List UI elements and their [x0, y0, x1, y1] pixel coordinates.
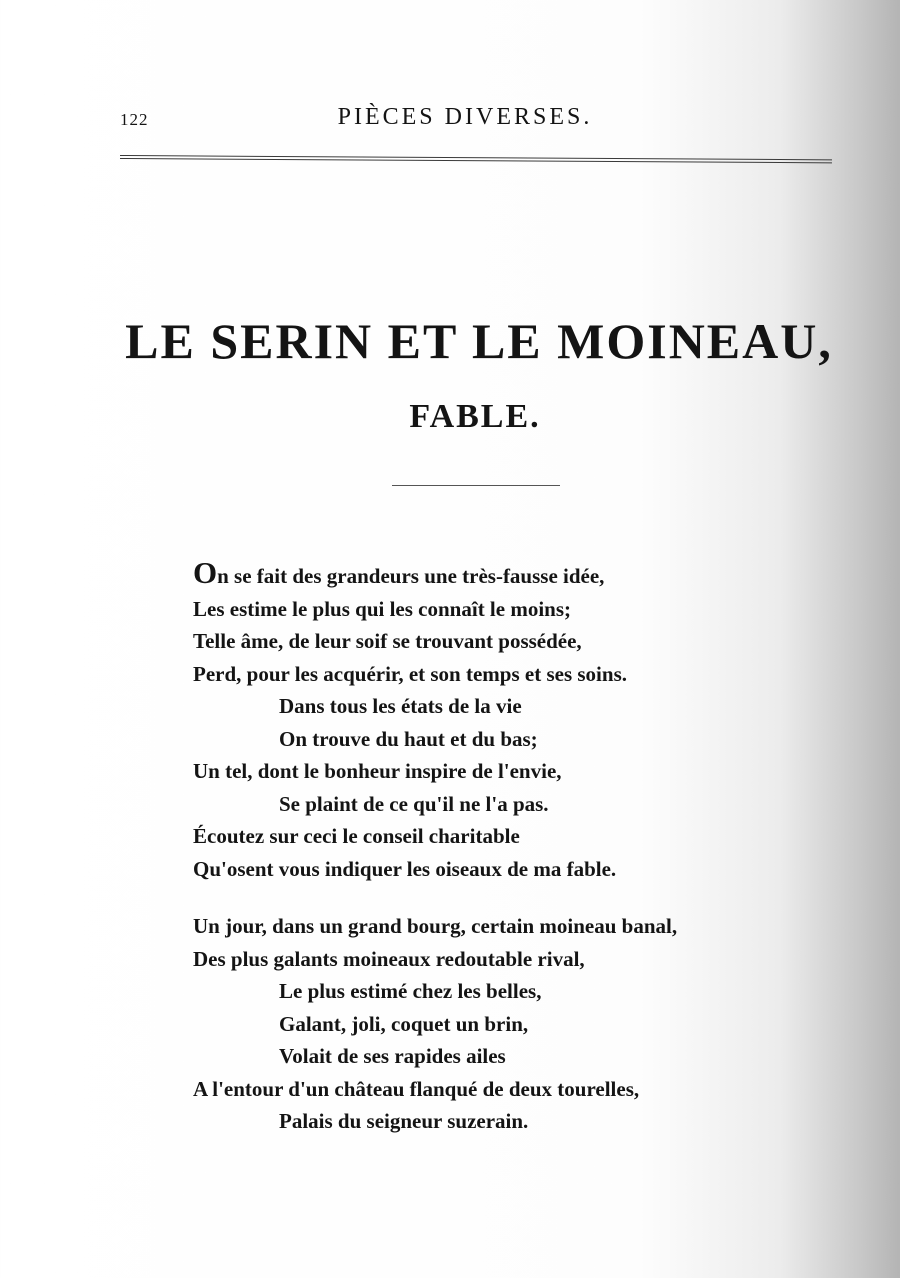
verse-line: A l'entour d'un château flanqué de deux tourelles, — [193, 1076, 640, 1101]
stanza — [193, 910, 793, 1138]
verse-line: On trouve du haut et du bas; — [279, 726, 538, 751]
verse-line: Un tel, dont le bonheur inspire de l'envie, — [193, 759, 562, 783]
running-head: PIÈCES DIVERSES. — [337, 104, 593, 130]
verse-line: Telle âme, de leur soif se trouvant possédée, — [193, 629, 582, 653]
drop-cap: O — [193, 555, 218, 590]
verse-line: Des plus galants moineaux redoutable rival, — [193, 946, 585, 971]
verse-text: n se fait des grandeurs une très-fausse idée, — [217, 564, 605, 588]
verse-line: Qu'osent vous indiquer les oiseaux de ma fable. — [193, 856, 617, 881]
verse-line: Un jour, dans un grand bourg, certain moineau banal, — [193, 914, 678, 938]
stanza — [193, 555, 793, 885]
verse-line: Les estime le plus qui les connaît le moins; — [193, 596, 572, 621]
header-rule — [120, 155, 832, 163]
ornament-rule — [392, 485, 560, 486]
poem-body — [193, 555, 793, 1163]
verse-line: Écoutez sur ceci le conseil charitable — [193, 824, 520, 848]
verse-line: Se plaint de ce qu'il ne l'a pas. — [279, 791, 549, 816]
verse-line: Dans tous les états de la vie — [279, 694, 522, 718]
verse-line: Palais du seigneur suzerain. — [279, 1109, 529, 1133]
verse-line: Galant, joli, coquet un brin, — [279, 1011, 529, 1036]
verse-line: Le plus estimé chez les belles, — [279, 979, 542, 1003]
poem-subtitle: FABLE. — [409, 398, 541, 435]
verse-line — [193, 555, 793, 593]
page-number: 122 — [120, 110, 149, 129]
verse-line: Volait de ses rapides ailes — [279, 1044, 506, 1068]
poem-title: LE SERIN ET LE MOINEAU, — [125, 313, 833, 369]
verse-line: Perd, pour les acquérir, et son temps et ses soins. — [193, 661, 627, 686]
